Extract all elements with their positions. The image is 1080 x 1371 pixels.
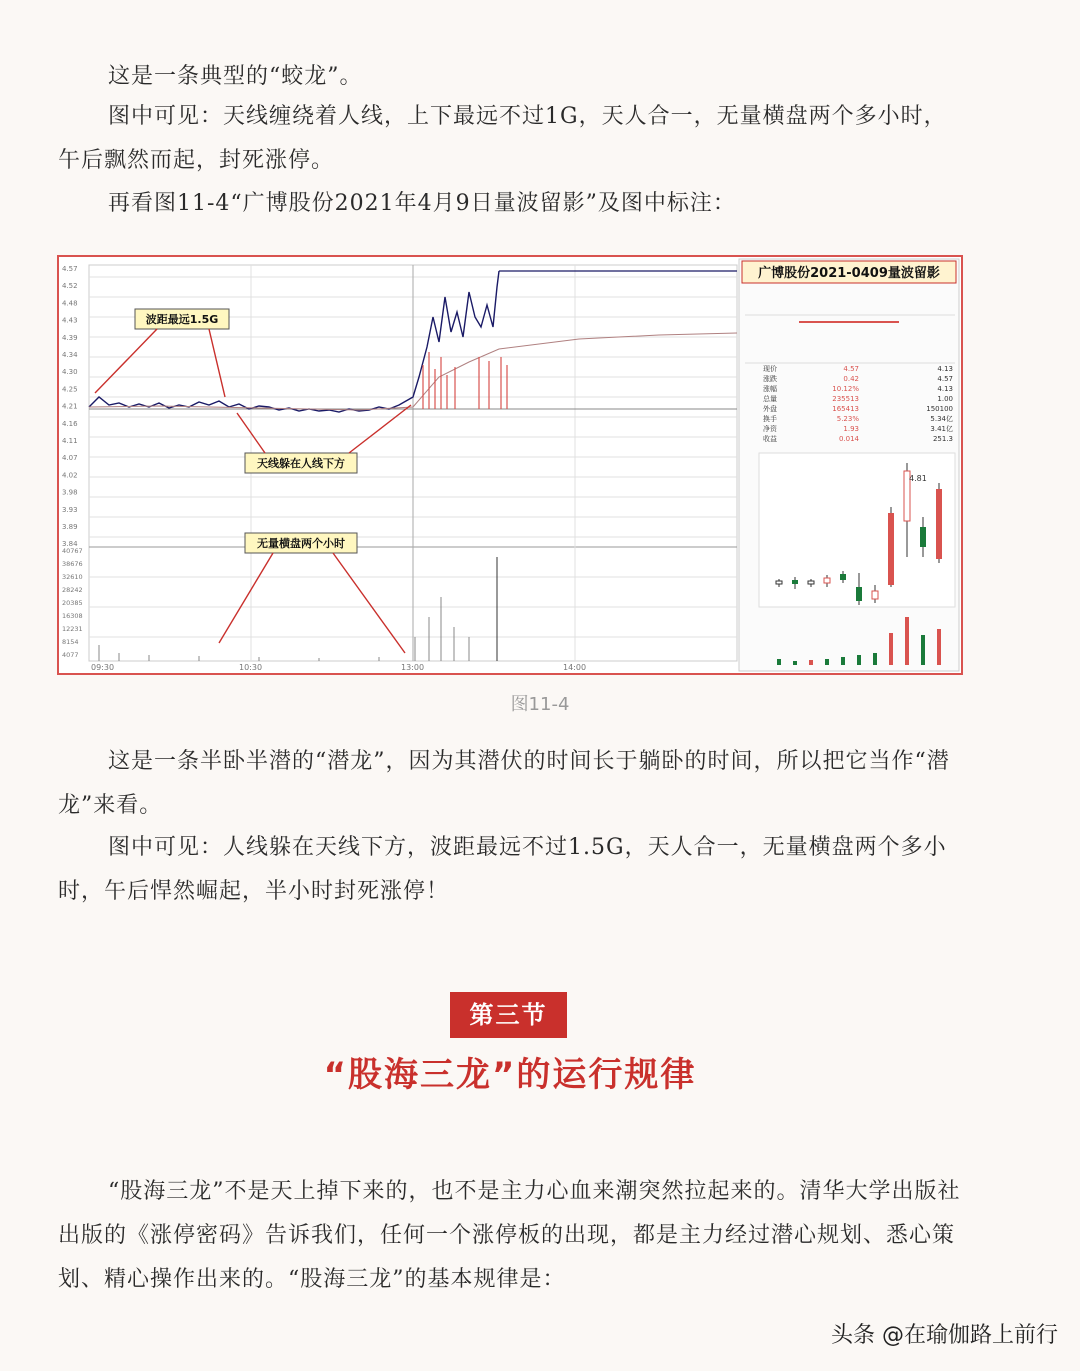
- stat-value: 0.42: [843, 375, 859, 383]
- volume-tick: 40767: [62, 547, 83, 555]
- watermark: 头条 @在瑜伽路上前行: [831, 1323, 1058, 1348]
- stat-value: 4.57: [843, 365, 859, 373]
- stat-right-value: 150100: [926, 405, 953, 413]
- price-tick: 4.52: [62, 282, 78, 291]
- chart-canvas: [59, 257, 961, 673]
- price-tick: 4.21: [62, 402, 78, 411]
- price-tick: 4.07: [62, 454, 78, 463]
- volume-tick: 38676: [62, 560, 83, 568]
- volume-tick: 4077: [62, 651, 79, 659]
- stat-right-value: 5.34亿: [930, 415, 953, 423]
- volume-tick: 16308: [62, 612, 83, 620]
- volume-axis: [62, 547, 83, 659]
- stat-label: 收益: [763, 435, 777, 443]
- section-badge: 第三节: [450, 992, 567, 1038]
- price-tick: 4.57: [62, 265, 78, 273]
- annotation-below-text: 天线躲在人线下方: [257, 457, 345, 470]
- stat-value: 5.23%: [836, 415, 859, 423]
- time-tick: 10:30: [239, 663, 263, 672]
- price-tick: 3.98: [62, 488, 78, 497]
- time-tick: 09:30: [91, 663, 115, 672]
- paragraph-observation-1: 图中可见：天线缠绕着人线，上下最远不过1G，天人合一，无量横盘两个多小时，午后飘然而起，封死涨停。: [58, 104, 947, 173]
- time-tick: 14:00: [563, 663, 587, 672]
- stat-right-value: 4.13: [937, 385, 953, 393]
- price-tick: 4.16: [62, 419, 78, 428]
- section-title: “股海三龙”的运行规律: [323, 1055, 697, 1095]
- stock-chart-figure: [57, 255, 963, 675]
- volume-tick: 12231: [62, 625, 83, 633]
- stat-value: 10.12%: [832, 385, 859, 393]
- stat-value: 1.93: [843, 425, 859, 433]
- price-tick: 3.93: [62, 505, 78, 514]
- price-tick: 4.02: [62, 471, 78, 480]
- time-axis: [91, 663, 586, 672]
- stat-label: 涨幅: [763, 385, 777, 393]
- price-tick: 4.11: [62, 437, 78, 445]
- volume-tick: 8154: [62, 638, 79, 646]
- stat-label: 换手: [763, 415, 777, 423]
- stat-value: 0.014: [838, 435, 859, 443]
- annotation-wave-text: 波距最远1.5G: [145, 313, 219, 326]
- stat-right-value: 1.00: [937, 395, 953, 403]
- stat-value: 165413: [832, 405, 859, 413]
- stat-label: 外盘: [763, 405, 777, 413]
- stat-label: 总量: [763, 395, 777, 403]
- stat-right-value: 251.3: [932, 435, 953, 443]
- annotation-flat-text: 无量横盘两个小时: [257, 537, 345, 550]
- time-tick: 13:00: [401, 663, 425, 672]
- price-tick: 4.25: [62, 385, 78, 394]
- price-tick: 4.39: [62, 333, 78, 342]
- kline-peak-label: 4.81: [909, 474, 927, 483]
- paragraph-observation-2: 图中可见：人线躲在天线下方，波距最远不过1.5G，天人合一，无量横盘两个多小时，午后悍然崛起，半小时封死涨停！: [58, 835, 947, 904]
- stat-label: 涨跌: [763, 375, 777, 383]
- volume-tick: 20385: [62, 599, 83, 607]
- price-tick: 4.34: [62, 351, 78, 359]
- stat-right-value: 4.57: [937, 375, 953, 383]
- stat-value: 235513: [832, 395, 859, 403]
- price-tick: 4.48: [62, 299, 78, 308]
- price-tick: 3.89: [62, 523, 78, 531]
- paragraph-qianlong: 这是一条半卧半潜的“潜龙”，因为其潜伏的时间长于躺卧的时间，所以把它当作“潜龙”来看。: [58, 749, 950, 818]
- paragraph-rules: “股海三龙”不是天上掉下来的，也不是主力心血来潮突然拉起来的。清华大学出版社出版的《涨停密码》告诉我们，任何一个涨停板的出现，都是主力经过潜心规划、悉心策划、精心操作出来的。“股海三龙”的基本规律是：: [58, 1179, 961, 1292]
- stat-label: 现价: [763, 365, 777, 373]
- stat-right-value: 3.41亿: [930, 425, 953, 433]
- price-tick: 4.30: [62, 368, 78, 377]
- price-tick: 3.84: [62, 540, 78, 549]
- volume-tick: 32610: [62, 573, 83, 581]
- paragraph-intro: 这是一条典型的“蛟龙”。: [108, 64, 363, 89]
- stat-label: 净资: [763, 425, 777, 433]
- panel-title: 广博股份2021-0409量波留影: [758, 266, 940, 281]
- figure-caption: 图11-4: [510, 694, 570, 715]
- volume-tick: 28242: [62, 586, 83, 594]
- price-axis: [62, 265, 78, 548]
- stat-right-value: 4.13: [937, 365, 953, 373]
- price-tick: 4.43: [62, 316, 78, 325]
- paragraph-figure-reference: 再看图11-4“广博股份2021年4月9日量波留影”及图中标注：: [108, 191, 736, 216]
